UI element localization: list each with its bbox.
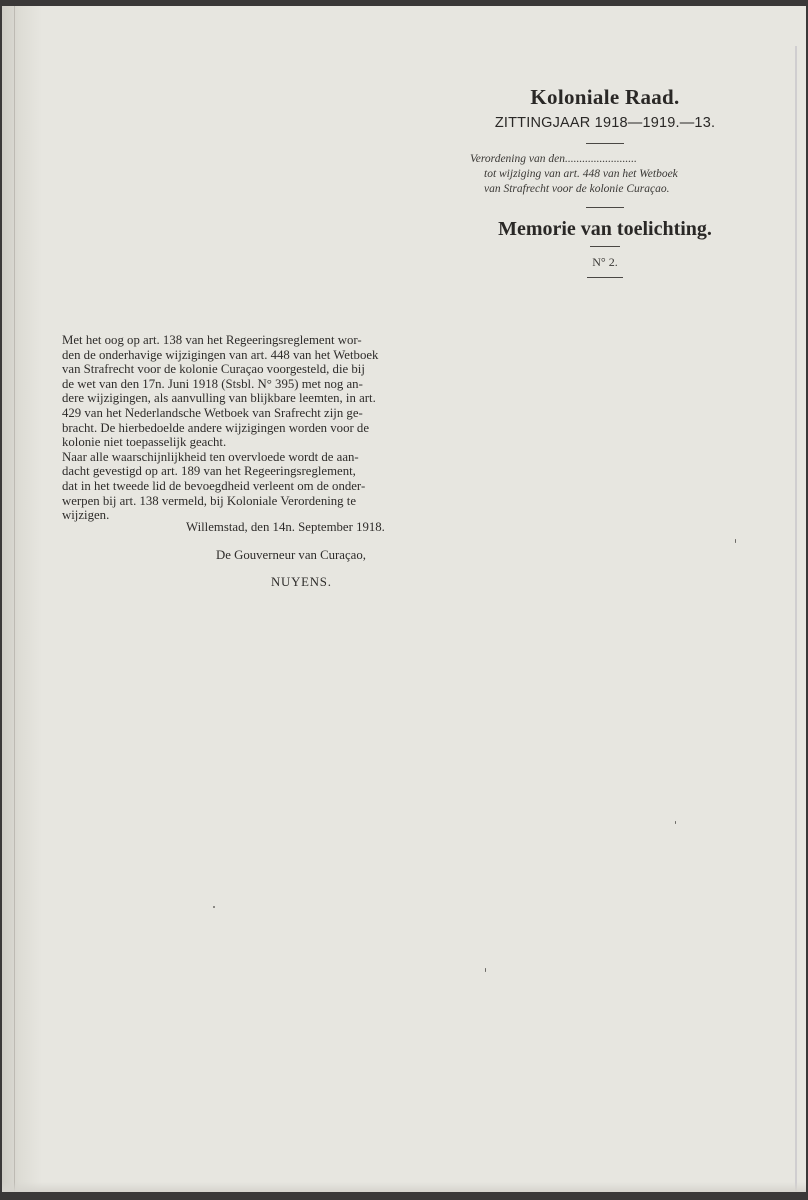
text-line: kolonie niet toepasselijk geacht. [62,435,227,450]
text-line: werpen bij art. 138 vermeld, bij Koloniale Verordening te [62,493,357,508]
paper-speck [735,539,736,543]
text-line: 429 van het Nederlandsche Wetboek van Srafrecht zijn ge- [62,405,363,420]
spine-line [14,6,15,1192]
place-date: Willemstad, den 14n. September 1918. [186,520,385,534]
text-line: bracht. De hierbedoelde andere wijzigingen worden voor de [62,420,370,435]
text-line: den de onderhavige wijzigingen van art. 448 van het Wetboek [62,347,379,362]
paper-speck [485,968,486,972]
description-line-1: Verordening van den......................... [470,153,637,165]
session-line: ZITTINGJAAR 1918—1919.—13. [494,115,716,131]
text-line: dere wijzigingen, als aanvulling van blijkbare leemten, in art. [62,391,376,406]
paper-speck [675,821,676,824]
document-page [2,6,806,1192]
description-line-2: tot wijziging van art. 448 van het Wetboek [484,168,678,180]
paragraph-1 [62,333,426,450]
paper-speck [213,906,215,908]
text-line: van Strafrecht voor de kolonie Curaçao voorgesteld, die bij [62,362,365,377]
text-line: dacht gevestigd op art. 189 van het Regeeringsreglement, [62,464,356,479]
binding-shadow [2,6,42,1192]
divider-rule [587,277,623,278]
text-line: Naar alle waarschijnlijkheid ten overvloede wordt de aan- [62,449,359,464]
body-text [62,333,426,523]
council-title: Koloniale Raad. [530,85,680,109]
paragraph-2 [62,450,426,523]
text-line: de wet van den 17n. Juni 1918 (Stsbl. N° 395) met nog an- [62,376,363,391]
header-block [470,84,740,278]
page-edge [795,46,797,1192]
document-number: N° 2. [592,255,618,269]
text-line: Met het oog op art. 138 van het Regeeringsreglement wor- [62,333,362,347]
text-line: wijzigen. [62,508,110,523]
bottom-shade [2,1182,806,1192]
signatory-role: De Gouverneur van Curaçao, [216,548,366,562]
text-line: dat in het tweede lid de bevoegdheid verleent om de onder- [62,478,366,493]
signatory-name: NUYENS. [271,575,332,589]
description-line-3: van Strafrecht voor de kolonie Curaçao. [484,183,670,195]
ordinance-description [470,152,740,197]
document-title: Memorie van toelichting. [498,218,712,240]
